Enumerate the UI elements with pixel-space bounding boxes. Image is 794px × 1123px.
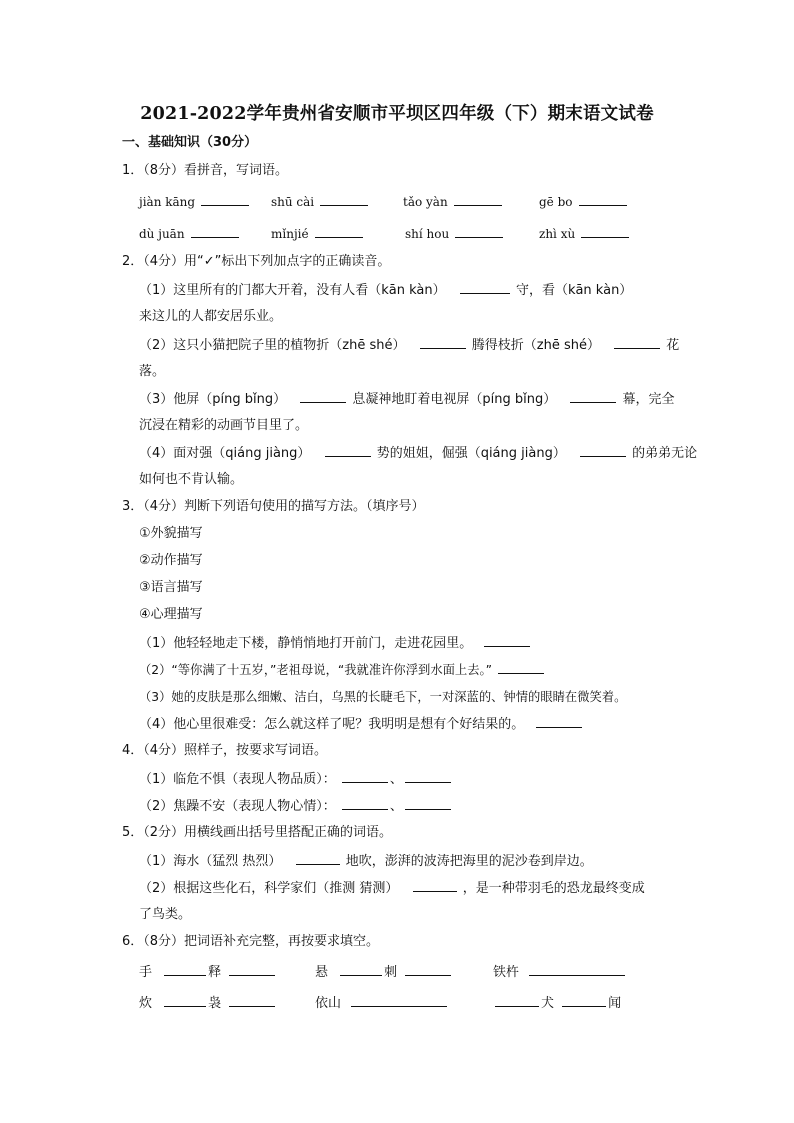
answer-blank[interactable]	[460, 281, 510, 294]
answer-blank[interactable]	[536, 715, 582, 728]
q3-option-2: ②动作描写	[139, 553, 203, 568]
separator: 、	[389, 772, 403, 787]
answer-blank[interactable]	[405, 963, 451, 976]
answer-blank[interactable]	[191, 225, 239, 238]
q4-item-2	[139, 797, 453, 816]
sentence-text: （2）根据这些化石，科学家们（推测 猜测）	[139, 881, 399, 896]
q6-idiom-3	[493, 963, 627, 982]
q4-item-1	[139, 770, 453, 789]
q1-item	[271, 193, 370, 212]
answer-blank[interactable]	[498, 661, 544, 674]
answer-blank[interactable]	[229, 994, 275, 1007]
answer-blank[interactable]	[570, 390, 616, 403]
q5-sentence-2-cont: 了鸟类。	[139, 907, 192, 922]
q1-stem: 1．（8分）看拼音，写词语。	[122, 163, 289, 178]
answer-blank[interactable]	[342, 770, 388, 783]
answer-blank[interactable]	[454, 193, 502, 206]
q3-sentence-4	[139, 715, 584, 734]
q3-option-1: ①外貌描写	[139, 526, 203, 541]
answer-blank[interactable]	[579, 193, 627, 206]
q5-sentence-1	[139, 852, 593, 871]
q3-sentence-2	[139, 661, 546, 679]
pinyin: shū cài	[271, 195, 315, 209]
q6-idiom-2	[315, 963, 453, 982]
idiom-char: 袅	[208, 996, 222, 1011]
sentence-text: （4）面对强（qiáng jiàng）	[139, 446, 311, 461]
answer-blank[interactable]	[315, 225, 363, 238]
answer-blank[interactable]	[413, 879, 457, 892]
answer-blank[interactable]	[164, 994, 206, 1007]
q2-sentence-4-cont: 如何也不肯认输。	[139, 472, 244, 487]
q5-stem: 5．（2分）用横线画出括号里搭配正确的词语。	[122, 825, 393, 840]
pinyin: jiàn kāng	[139, 195, 196, 209]
sentence-text: 幕，完全	[622, 392, 675, 407]
q1-item	[139, 193, 251, 212]
answer-blank[interactable]	[581, 225, 629, 238]
idiom-char: 释	[208, 965, 222, 980]
pinyin: mǐnjié	[271, 227, 309, 241]
q1-item	[139, 225, 241, 244]
answer-blank[interactable]	[325, 444, 371, 457]
sentence-text: （2）这只小猫把院子里的植物折（zhē shé）	[139, 338, 406, 353]
q6-idiom-1	[139, 963, 277, 982]
answer-blank[interactable]	[296, 852, 340, 865]
idiom-char: 手	[139, 965, 153, 980]
q1-item	[271, 225, 365, 244]
answer-blank[interactable]	[164, 963, 206, 976]
q2-sentence-3-cont: 沉浸在精彩的动画节目里了。	[139, 418, 309, 433]
q5-sentence-2	[139, 879, 645, 898]
pinyin: zhì xù	[539, 227, 576, 241]
q3-sentence-3: （3）她的皮肤是那么细嫩、洁白，乌黑的长睫毛下，一对深蓝的、钟情的眼睛在微笑着。	[139, 690, 627, 704]
pinyin: dù juān	[139, 227, 185, 241]
sentence-text: （2）“等你满了十五岁，”老祖母说，“我就准许你浮到水面上去。”	[139, 663, 493, 677]
answer-blank[interactable]	[614, 336, 660, 349]
pinyin: shí hou	[405, 227, 450, 241]
section-heading: 一、基础知识（30分）	[122, 135, 258, 150]
q6-idiom-6	[493, 994, 621, 1013]
answer-blank[interactable]	[342, 797, 388, 810]
idiom-char: 闻	[608, 996, 622, 1011]
idiom-char: 悬	[315, 965, 329, 980]
q3-option-3: ③语言描写	[139, 580, 203, 595]
item-text: （1）临危不惧（表现人物品质）：	[139, 772, 336, 787]
answer-blank[interactable]	[405, 770, 451, 783]
q2-sentence-1	[139, 281, 632, 300]
answer-blank[interactable]	[420, 336, 466, 349]
sentence-text: 守，看（kān kàn）	[515, 283, 633, 298]
q2-stem: 2．（4分）用“✓”标出下列加点字的正确读音。	[122, 254, 391, 269]
q2-sentence-2	[139, 336, 679, 355]
sentence-text: 地吹，澎湃的波涛把海里的泥沙卷到岸边。	[345, 854, 593, 869]
q1-item	[403, 193, 504, 212]
answer-blank[interactable]	[484, 634, 530, 647]
answer-blank[interactable]	[229, 963, 275, 976]
sentence-text: （3）他屏（píng bǐng）	[139, 392, 287, 407]
answer-blank[interactable]	[529, 963, 625, 976]
answer-blank[interactable]	[455, 225, 503, 238]
q3-sentence-1	[139, 634, 532, 653]
q6-idiom-5	[315, 994, 449, 1013]
answer-blank[interactable]	[340, 963, 382, 976]
sentence-text: 花	[666, 338, 680, 353]
q1-item	[405, 225, 505, 244]
answer-blank[interactable]	[405, 797, 451, 810]
sentence-text: 势的姐姐，倔强（qiáng jiàng）	[376, 446, 566, 461]
sentence-text: ，是一种带羽毛的恐龙最终变成	[462, 881, 645, 896]
idiom-char: 铁杵	[493, 965, 520, 980]
q2-sentence-4	[139, 444, 697, 463]
sentence-text: （1）这里所有的门都大开着，没有人看（kān kàn）	[139, 283, 446, 298]
answer-blank[interactable]	[300, 390, 346, 403]
q4-stem: 4．（4分）照样子，按要求写词语。	[122, 743, 328, 758]
sentence-text: （1）他轻轻地走下楼，静悄悄地打开前门，走进花园里。	[139, 636, 473, 651]
sentence-text: 腾得枝折（zhē shé）	[471, 338, 600, 353]
q6-idiom-4	[139, 994, 277, 1013]
answer-blank[interactable]	[351, 994, 447, 1007]
q2-sentence-3	[139, 390, 675, 409]
answer-blank[interactable]	[201, 193, 249, 206]
pinyin: tǎo yàn	[403, 195, 448, 209]
item-text: （2）焦躁不安（表现人物心情）：	[139, 799, 336, 814]
idiom-char: 犬	[541, 996, 555, 1011]
idiom-char: 炊	[139, 996, 153, 1011]
q3-stem: 3．（4分）判断下列语句使用的描写方法。（填序号）	[122, 499, 425, 514]
idiom-char: 依山	[315, 996, 342, 1011]
answer-blank[interactable]	[580, 444, 626, 457]
page-title: 2021-2022学年贵州省安顺市平坝区四年级（下）期末语文试卷	[140, 104, 654, 124]
separator: 、	[389, 799, 403, 814]
q3-option-4: ④心理描写	[139, 607, 203, 622]
idiom-char: 刺	[384, 965, 398, 980]
sentence-text: 的弟弟无论	[632, 446, 698, 461]
sentence-text: （4）他心里很难受：怎么就这样了呢？我明明是想有个好结果的。	[139, 717, 525, 732]
sentence-text: 息凝神地盯着电视屏（píng bǐng）	[352, 392, 557, 407]
q2-sentence-1-cont: 来这儿的人都安居乐业。	[139, 309, 283, 324]
answer-blank[interactable]	[562, 994, 606, 1007]
q1-item	[539, 193, 629, 212]
q1-item	[539, 225, 631, 244]
q2-sentence-2-cont: 落。	[139, 364, 166, 379]
answer-blank[interactable]	[495, 994, 539, 1007]
pinyin: gē bo	[539, 195, 573, 209]
q6-stem: 6．（8分）把词语补充完整，再按要求填空。	[122, 934, 380, 949]
sentence-text: （1）海水（猛烈 热烈）	[139, 854, 282, 869]
answer-blank[interactable]	[320, 193, 368, 206]
